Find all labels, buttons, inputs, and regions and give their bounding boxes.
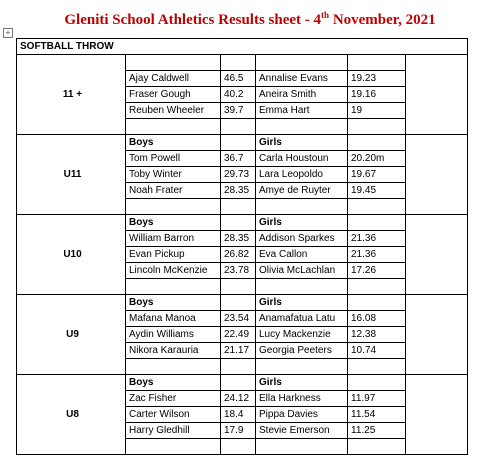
boy-name: Fraser Gough [126,87,221,103]
girl-name: Carla Houstoun [256,151,348,167]
empty-cell [348,375,406,391]
girl-name: Lucy Mackenzie [256,327,348,343]
girl-name: Ella Harkness [256,391,348,407]
empty-cell [348,439,406,455]
group-label-row [17,135,468,151]
girl-name: Pippa Davies [256,407,348,423]
document-title [0,10,500,29]
girls-label: Girls [256,135,348,151]
boy-result: 28.35 [221,183,256,199]
girl-result: 11.97 [348,391,406,407]
event-title: SOFTBALL THROW [17,39,468,55]
boy-name: Nikora Karauria [126,343,221,359]
girl-result: 10.74 [348,343,406,359]
boy-name: Mafana Manoa [126,311,221,327]
age-group-label-u11: U11 [17,135,126,215]
group-label-row [17,215,468,231]
girls-label: Girls [256,295,348,311]
empty-cell [348,199,406,215]
empty-cell [348,215,406,231]
boy-result: 22.49 [221,327,256,343]
age-group-label-u8: U8 [17,375,126,455]
empty-cell [126,359,221,375]
girl-result: 19.23 [348,71,406,87]
girl-result: 11.25 [348,423,406,439]
empty-cell [348,279,406,295]
table-move-handle-icon[interactable]: + [3,28,13,38]
girl-result: 11.54 [348,407,406,423]
girl-result: 17.26 [348,263,406,279]
boy-result: 36.7 [221,151,256,167]
boy-result: 24.12 [221,391,256,407]
boy-result: 46.5 [221,71,256,87]
girl-result: 20.20m [348,151,406,167]
group-label-row [17,375,468,391]
empty-cell [221,375,256,391]
boy-result: 23.78 [221,263,256,279]
girl-name: Annalise Evans [256,71,348,87]
empty-cell [348,359,406,375]
group-label-row [17,295,468,311]
empty-cell [348,135,406,151]
boy-name: William Barron [126,231,221,247]
blank-column [406,295,468,375]
empty-cell [256,359,348,375]
empty-cell [221,295,256,311]
girl-result: 21.36 [348,231,406,247]
boy-name: Zac Fisher [126,391,221,407]
empty-cell [256,119,348,135]
boy-result: 23.54 [221,311,256,327]
boy-result: 28.35 [221,231,256,247]
group-label-row [17,55,468,71]
boy-name: Harry Gledhill [126,423,221,439]
empty-cell [348,295,406,311]
boys-label: Boys [126,215,221,231]
boy-result: 18.4 [221,407,256,423]
boys-label [126,55,221,71]
empty-cell [221,439,256,455]
age-group-label-11: 11 + [17,55,126,135]
girl-result: 19.67 [348,167,406,183]
girl-result: 16.08 [348,311,406,327]
girl-name: Georgia Peeters [256,343,348,359]
blank-column [406,55,468,135]
empty-cell [221,215,256,231]
empty-cell [221,199,256,215]
girl-name: Anamafatua Latu [256,311,348,327]
empty-cell [256,279,348,295]
girl-name: Aneira Smith [256,87,348,103]
girl-result: 21.36 [348,247,406,263]
empty-cell [126,439,221,455]
girl-result: 19 [348,103,406,119]
age-group-label-u9: U9 [17,295,126,375]
title-ordinal-suffix: th [321,10,330,20]
girl-result: 12.38 [348,327,406,343]
girl-name: Lara Leopoldo [256,167,348,183]
boys-label: Boys [126,375,221,391]
girl-name: Eva Callon [256,247,348,263]
girls-label: Girls [256,375,348,391]
boy-result: 40.2 [221,87,256,103]
empty-cell [221,55,256,71]
event-heading-row [17,39,468,55]
blank-column [406,375,468,455]
girl-name: Stevie Emerson [256,423,348,439]
empty-cell [221,135,256,151]
boys-label: Boys [126,295,221,311]
empty-cell [221,279,256,295]
girl-name: Emma Hart [256,103,348,119]
title-tail: November, 2021 [329,12,436,28]
boy-name: Aydin Williams [126,327,221,343]
boy-name: Ajay Caldwell [126,71,221,87]
age-group-label-u10: U10 [17,215,126,295]
girl-result: 19.45 [348,183,406,199]
girl-name: Olivia McLachlan [256,263,348,279]
boy-result: 21.17 [221,343,256,359]
boys-label: Boys [126,135,221,151]
blank-column [406,215,468,295]
boy-name: Reuben Wheeler [126,103,221,119]
empty-cell [348,55,406,71]
blank-column [406,135,468,215]
boy-result: 17.9 [221,423,256,439]
boy-name: Toby Winter [126,167,221,183]
girls-label: Girls [256,215,348,231]
girl-result: 19.16 [348,87,406,103]
results-table [16,38,468,455]
boy-name: Lincoln McKenzie [126,263,221,279]
boy-result: 26.82 [221,247,256,263]
boy-name: Noah Frater [126,183,221,199]
girl-name: Addison Sparkes [256,231,348,247]
empty-cell [126,279,221,295]
empty-cell [348,119,406,135]
empty-cell [256,439,348,455]
girl-name: Amye de Ruyter [256,183,348,199]
title-main: Gleniti School Athletics Results sheet - 4 [64,12,322,28]
empty-cell [221,359,256,375]
girls-label [256,55,348,71]
empty-cell [256,199,348,215]
empty-cell [221,119,256,135]
empty-cell [126,119,221,135]
boy-name: Carter Wilson [126,407,221,423]
empty-cell [126,199,221,215]
boy-result: 39.7 [221,103,256,119]
boy-name: Evan Pickup [126,247,221,263]
boy-name: Tom Powell [126,151,221,167]
boy-result: 29.73 [221,167,256,183]
